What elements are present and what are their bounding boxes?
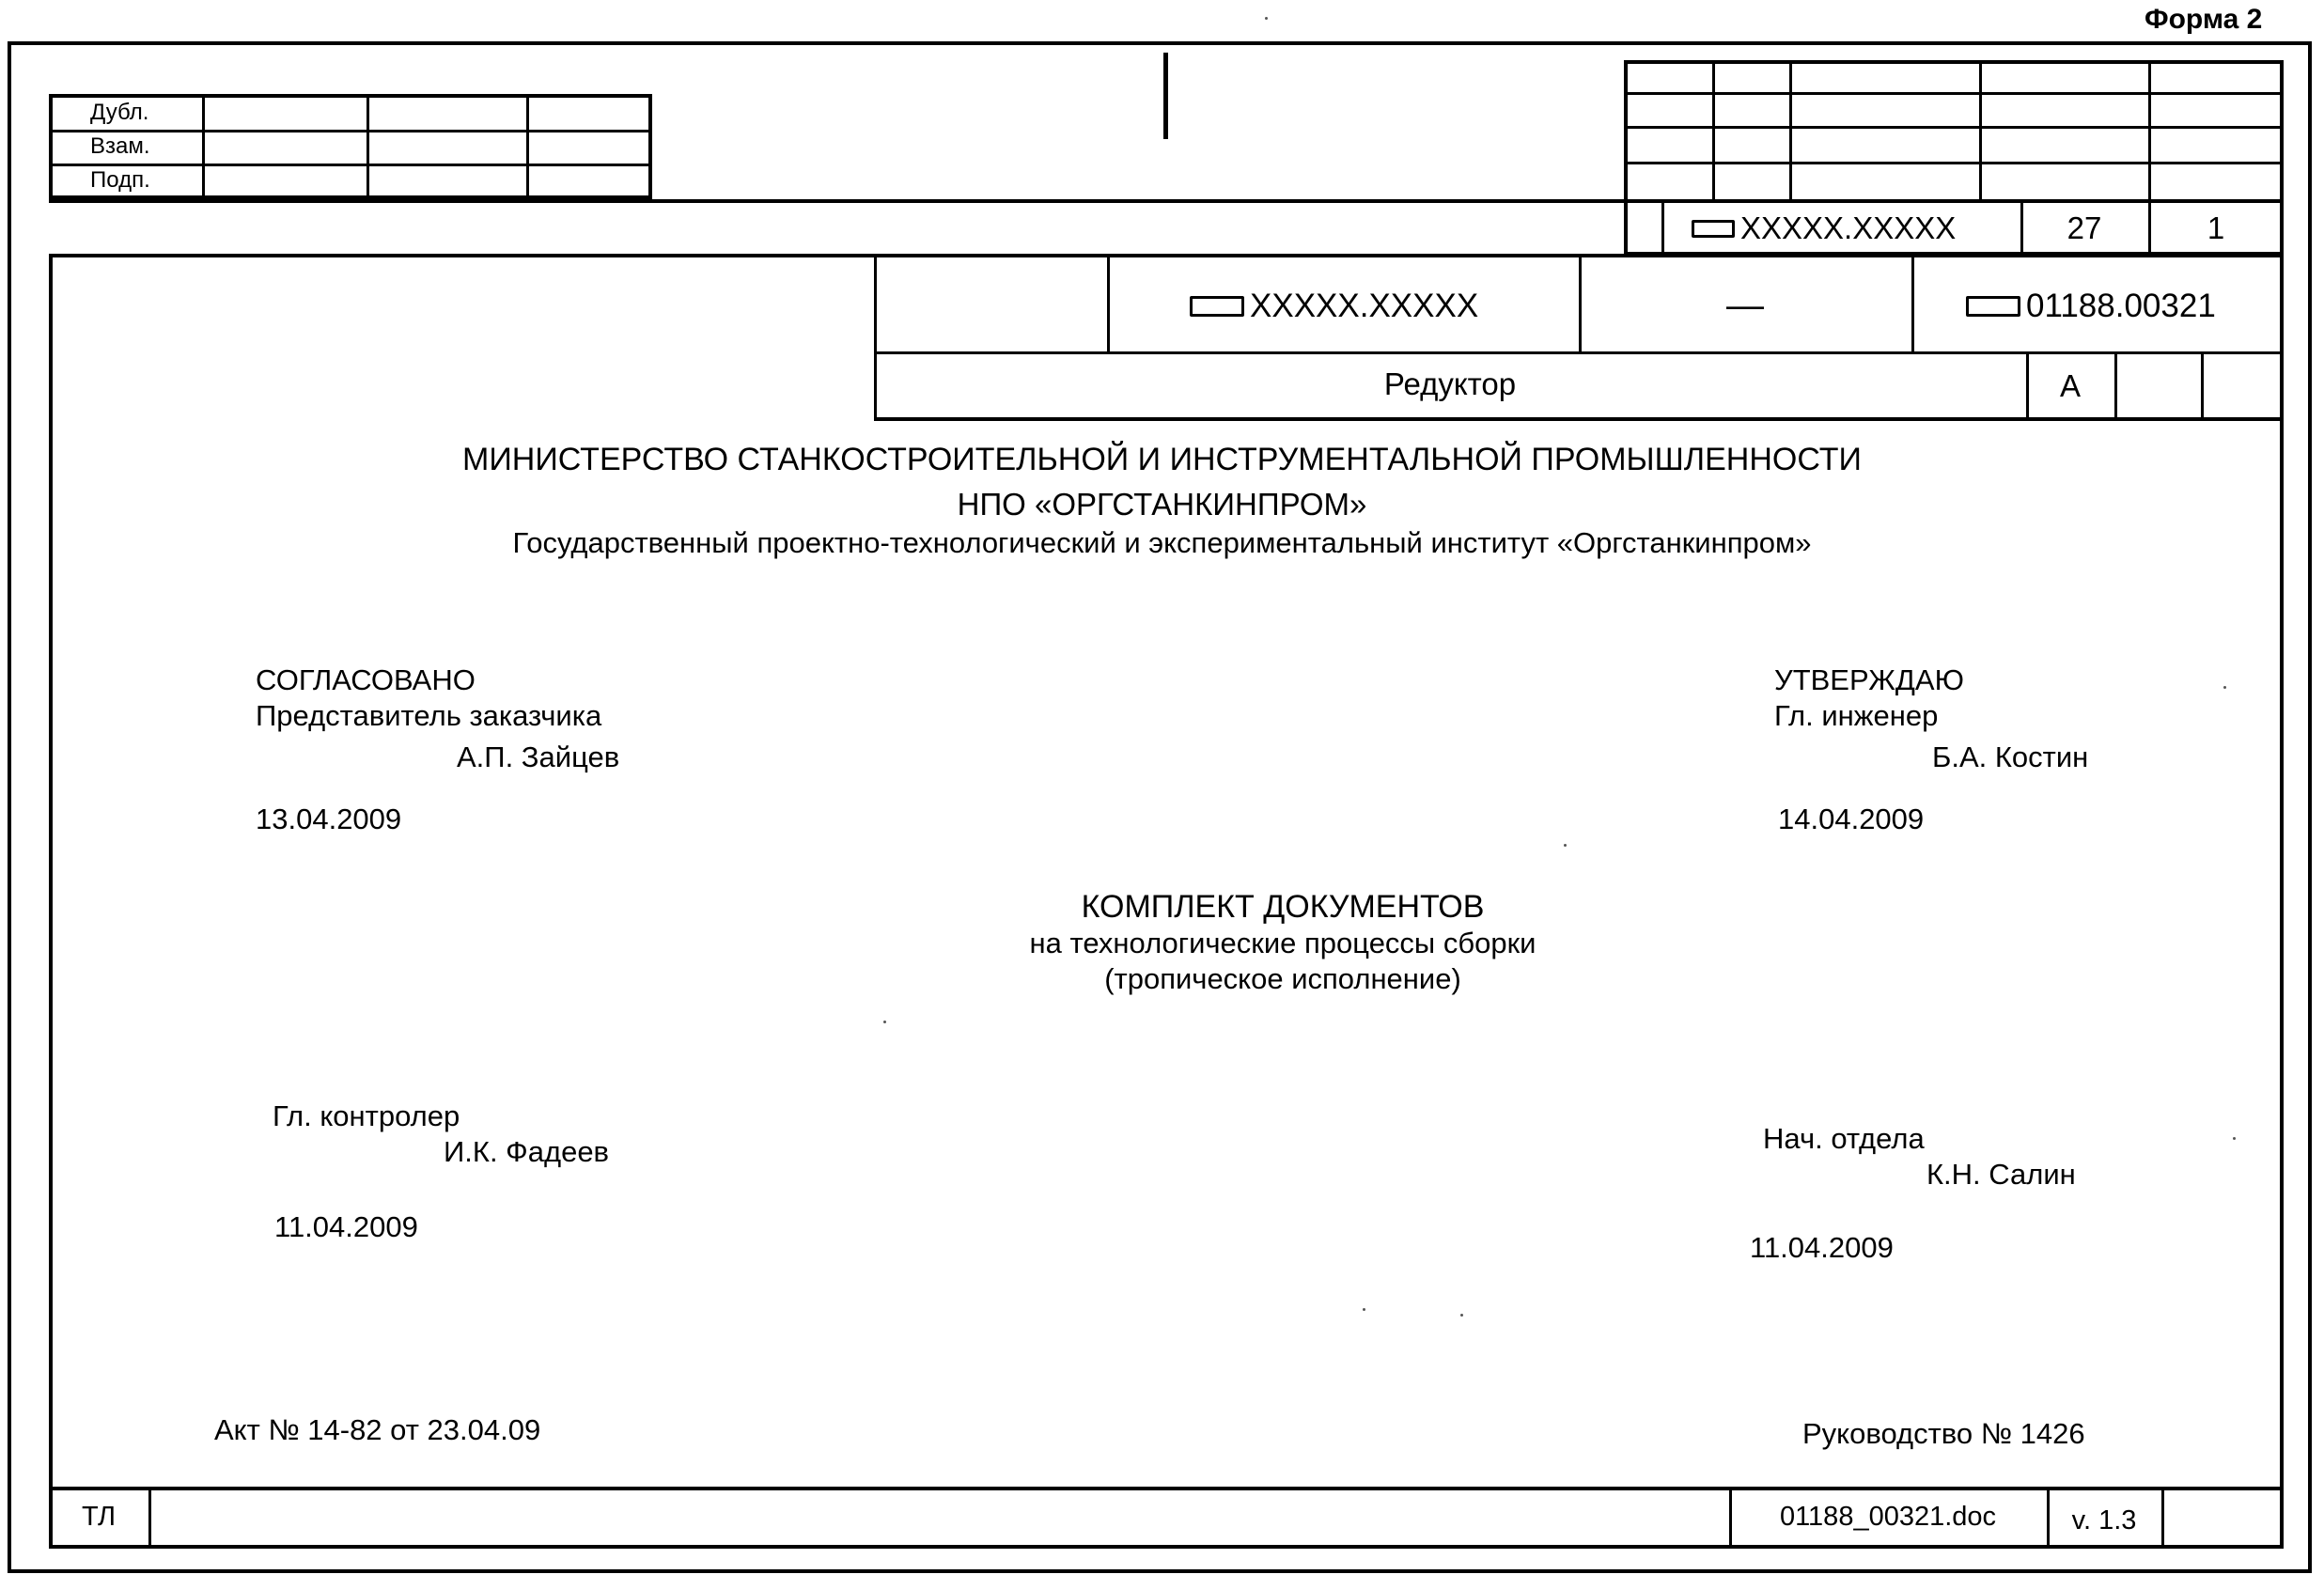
guide-note: Руководство № 1426	[1802, 1417, 2085, 1450]
grid-line	[1979, 60, 1982, 199]
approve-name: Б.А. Костин	[1932, 740, 2089, 773]
doc-code-mid-text: XXXXX.XXXXX	[1250, 288, 1479, 324]
sheet-total: 27	[2067, 210, 2102, 245]
grid-line	[1789, 60, 1792, 199]
scan-speck	[2223, 686, 2226, 689]
stamp-divider	[49, 130, 652, 132]
stamp-row-label: Взам.	[90, 133, 150, 159]
doc-title-line2: на технологические процессы сборки	[1029, 927, 1536, 959]
agreed-name: А.П. Зайцев	[457, 740, 620, 773]
doc-code-top	[1692, 212, 1956, 243]
stamp-divider	[367, 94, 369, 199]
grid-line	[1661, 199, 1664, 256]
controller-date: 11.04.2009	[274, 1210, 418, 1243]
scan-speck	[1460, 1314, 1463, 1317]
doc-type: ТЛ	[81, 1502, 117, 1532]
bottom-bar-line	[49, 1487, 2284, 1490]
scan-speck	[883, 1021, 886, 1023]
file-name: 01188_00321.doc	[1779, 1502, 1997, 1532]
doc-code-mid	[1190, 289, 1478, 322]
grid-line	[1624, 162, 2284, 164]
approve-heading: УТВЕРЖДАЮ	[1774, 663, 1964, 696]
header-divider	[874, 351, 2284, 354]
form-label: Форма 2	[2145, 4, 2263, 35]
sheet-number: 1	[2207, 210, 2225, 245]
product-code-text: 01188.00321	[2026, 288, 2216, 324]
stamp-row-label: Дубл.	[90, 100, 149, 125]
agreed-position: Представитель заказчика	[256, 699, 602, 732]
controller-name: И.К. Фадеев	[444, 1135, 610, 1168]
dept-head-date: 11.04.2009	[1750, 1231, 1894, 1264]
document-icon	[1692, 220, 1735, 238]
institute-title: Государственный проектно-технологический и экспериментальный институт «Оргстанкинпром»	[512, 526, 1812, 559]
product-name: Редуктор	[1383, 366, 1517, 401]
doc-title-line1: КОМПЛЕКТ ДОКУМЕНТОВ	[1081, 889, 1485, 925]
approve-date: 14.04.2009	[1778, 803, 1925, 835]
scan-speck	[1564, 844, 1567, 847]
stamp-row-label: Подп.	[90, 167, 150, 193]
product-code	[1966, 289, 2216, 322]
header-divider	[1107, 256, 1110, 353]
bottom-bar-divider	[2161, 1487, 2164, 1549]
doc-title-line3: (тропическое исполнение)	[1104, 962, 1461, 995]
agreed-date: 13.04.2009	[256, 803, 402, 835]
header-divider	[1911, 256, 1914, 353]
header-divider	[2114, 351, 2117, 419]
stamp-divider	[526, 94, 529, 199]
header-divider	[2201, 351, 2204, 419]
document-icon	[1966, 296, 2020, 317]
letter-cell: А	[2059, 368, 2081, 403]
scan-speck	[1363, 1308, 1365, 1311]
ministry-title: МИНИСТЕРСТВО СТАНКОСТРОИТЕЛЬНОЙ И ИНСТРУМЕНТАЛЬНОЙ ПРОМЫШЛЕННОСТИ	[462, 442, 1862, 477]
header-divider	[874, 417, 2284, 421]
grid-line	[1624, 92, 2284, 95]
header-dash: —	[1726, 285, 1764, 326]
grid-line	[1624, 126, 2284, 129]
approve-position: Гл. инженер	[1774, 699, 1939, 732]
scan-speck	[2233, 1137, 2236, 1140]
bottom-bar-divider	[148, 1487, 151, 1549]
act-note: Акт № 14-82 от 23.04.09	[214, 1413, 541, 1446]
agreed-heading: СОГЛАСОВАНО	[256, 663, 476, 696]
document-icon	[1190, 296, 1244, 317]
stamp-divider	[49, 164, 652, 166]
doc-code-top-text: XXXXX.XXXXX	[1740, 210, 1957, 245]
dept-head-position: Нач. отдела	[1763, 1122, 1925, 1155]
version: v. 1.3	[2071, 1505, 2137, 1535]
scan-speck	[1265, 17, 1268, 20]
npo-title: НПО «ОРГСТАНКИНПРОМ»	[957, 487, 1367, 522]
grid-line	[1712, 60, 1715, 199]
stamp-divider	[202, 94, 205, 199]
controller-position: Гл. контролер	[273, 1099, 460, 1132]
dept-head-name: К.Н. Салин	[1926, 1158, 2076, 1191]
center-mark	[1163, 53, 1168, 139]
